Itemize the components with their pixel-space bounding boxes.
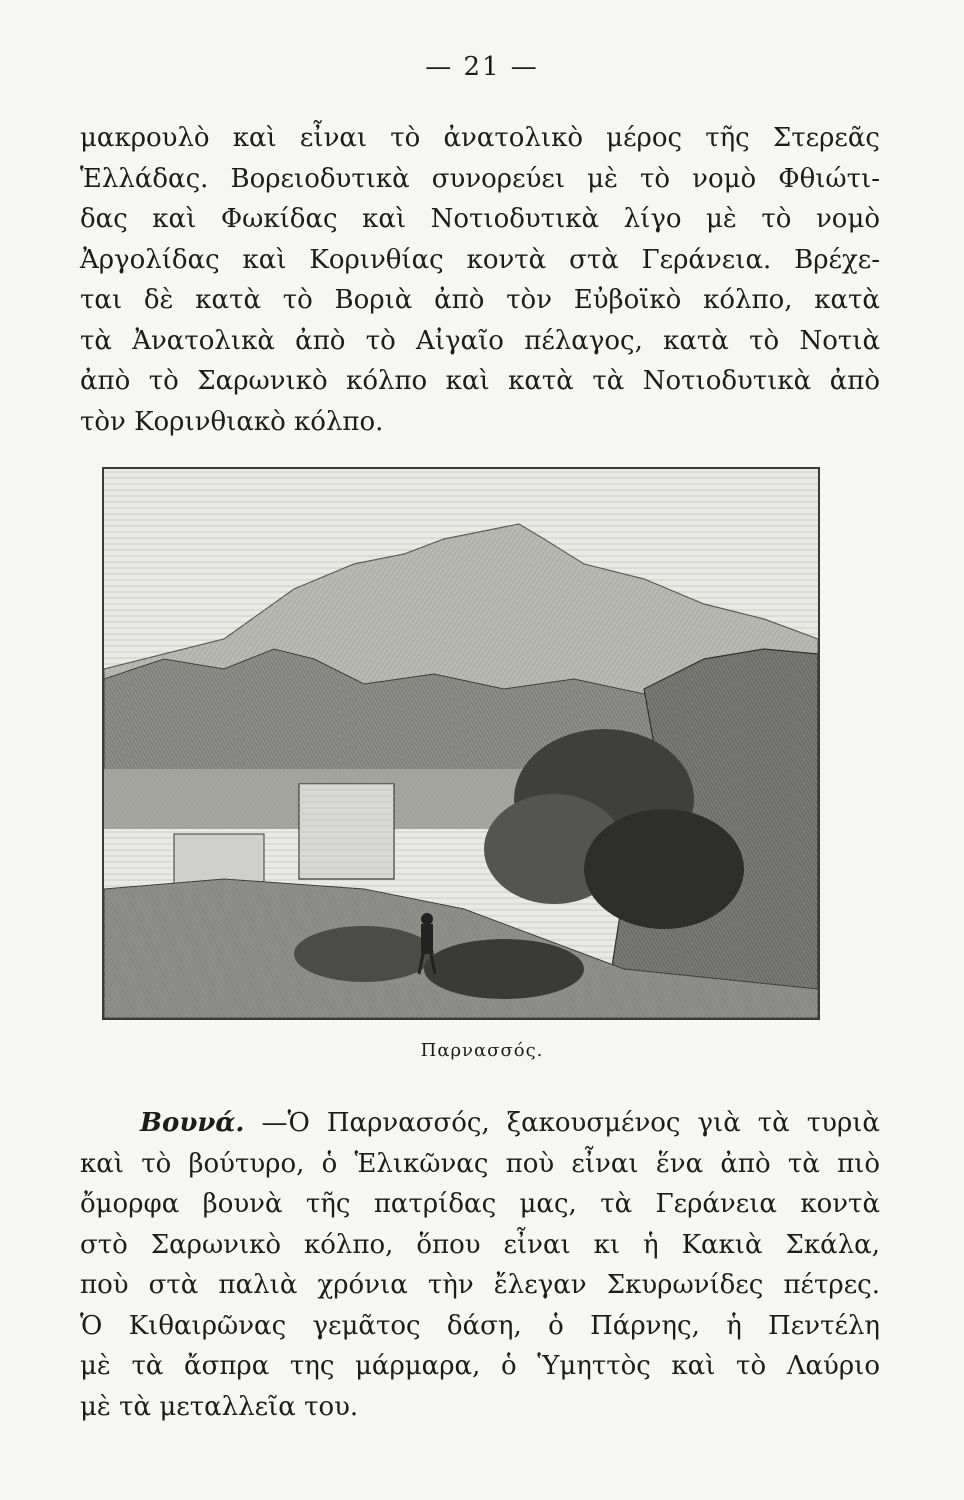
text-line: μακρουλὸ καὶ εἶναι τὸ ἀνατολικὸ μέρος τῆς Στερεᾶς <box>80 123 880 153</box>
parnassus-engraving <box>102 467 820 1020</box>
text-line: Ὁ Κιθαιρῶνας γεμᾶτος δάση, ὁ Πάρνης, ἡ Πεντέλη <box>80 1310 880 1341</box>
text-line: Ἑλλάδας. Βορειοδυτικὰ συνορεύει μὲ τὸ νομὸ Φθιώτι- <box>80 163 880 194</box>
text-line: ὄμορφα βουνὰ τῆς πατρίδας μας, τὰ Γεράνεια κοντὰ <box>80 1189 880 1219</box>
text-line: ται δὲ κατὰ τὸ Βοριὰ ἀπὸ τὸν Εὐβοϊκὸ κόλπο, κατὰ <box>80 285 880 315</box>
text-line: μὲ τὰ ἄσπρα της μάρμαρα, ὁ Ὑμηττὸς καὶ τὸ Λαύριο <box>80 1351 880 1381</box>
text-line: καὶ τὸ βούτυρο, ὁ Ἑλικῶνας ποὺ εἶναι ἕνα ἀπὸ τὰ πιὸ <box>80 1148 880 1179</box>
intro-paragraph <box>80 118 880 442</box>
text-line: τὸν Κορινθιακὸ κόλπο. <box>80 406 384 437</box>
text-run: —Ὁ Παρνασσός, ξακουσμένος γιὰ τὰ τυριὰ <box>261 1108 880 1138</box>
text-line: τὰ Ἀνατολικὰ ἀπὸ τὸ Αἰγαῖο πέλαγος, κατὰ τὸ Νοτιὰ <box>80 325 880 356</box>
mountains-paragraph <box>80 1103 880 1427</box>
text-line: δας καὶ Φωκίδας καὶ Νοτιοδυτικὰ λίγο μὲ τὸ νομὸ <box>80 204 880 234</box>
text-line: μὲ τὰ μεταλλεῖα του. <box>80 1391 359 1422</box>
text-line: Ἀργολίδας καὶ Κορινθίας κοντὰ στὰ Γεράνεια. Βρέχε- <box>80 244 880 275</box>
text-line <box>80 1103 880 1144</box>
figure-caption: Παρνασσός. <box>420 1040 544 1061</box>
section-heading: Βουνά. <box>140 1108 245 1138</box>
text-line: στὸ Σαρωνικὸ κόλπο, ὅπου εἶναι κι ἡ Κακιὰ Σκάλα, <box>80 1229 880 1260</box>
text-line: ἀπὸ τὸ Σαρωνικὸ κόλπο καὶ κατὰ τὰ Νοτιοδυτικὰ ἀπὸ <box>80 366 880 396</box>
page-number: — 21 — <box>425 52 539 82</box>
text-line: ποὺ στὰ παλιὰ χρόνια τὴν ἔλεγαν Σκυρωνίδες πέτρες. <box>80 1270 880 1300</box>
